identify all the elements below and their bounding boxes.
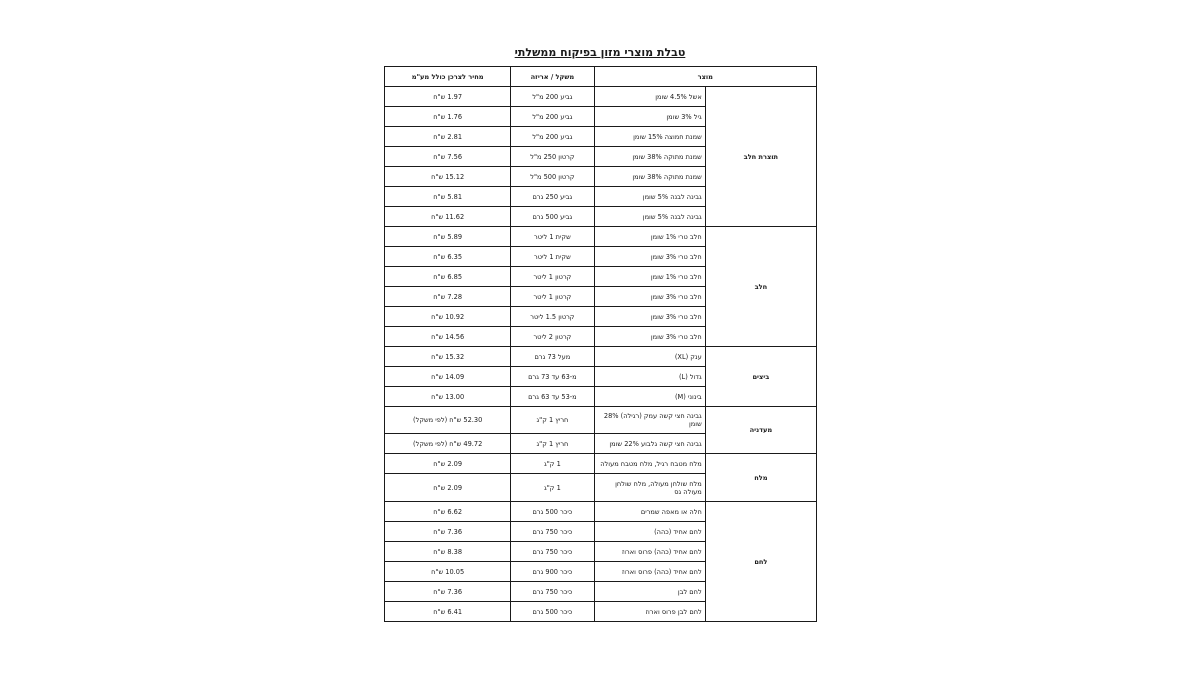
price-cell: 7.36 ש"ח <box>385 582 511 602</box>
header-packaging: משקל / אריזה <box>511 67 594 87</box>
packaging-cell: מ-63 עד 73 גרם <box>511 367 594 387</box>
packaging-cell: כיכר 750 גרם <box>511 542 594 562</box>
product-cell: לחם אחיד (כהה) <box>594 522 705 542</box>
product-cell: גבינה חצי קשה גלבוע 22% שומן <box>594 434 705 454</box>
packaging-cell: חריץ 1 ק"ג <box>511 407 594 434</box>
category-cell: תוצרת חלב <box>705 87 816 227</box>
price-cell: 10.05 ש"ח <box>385 562 511 582</box>
price-cell: 49.72 ש"ח (לפי משקל) <box>385 434 511 454</box>
price-cell: 6.85 ש"ח <box>385 267 511 287</box>
packaging-cell: כיכר 500 גרם <box>511 502 594 522</box>
product-cell: חלה או מאפה שמרים <box>594 502 705 522</box>
packaging-cell: שקית 1 ליטר <box>511 247 594 267</box>
product-cell: בינוני (M) <box>594 387 705 407</box>
price-cell: 14.09 ש"ח <box>385 367 511 387</box>
packaging-cell: גביע 200 מ"ל <box>511 127 594 147</box>
product-cell: חלב טרי 3% שומן <box>594 247 705 267</box>
product-cell: אשל 4.5% שומן <box>594 87 705 107</box>
product-cell: שמנת מתוקה 38% שומן <box>594 167 705 187</box>
packaging-cell: קרטון 2 ליטר <box>511 327 594 347</box>
product-cell: גדול (L) <box>594 367 705 387</box>
table-row <box>385 454 817 474</box>
packaging-cell: כיכר 750 גרם <box>511 522 594 542</box>
price-cell: 5.89 ש"ח <box>385 227 511 247</box>
price-cell: 7.56 ש"ח <box>385 147 511 167</box>
category-cell: לחם <box>705 502 816 622</box>
product-cell: חלב טרי 3% שומן <box>594 307 705 327</box>
packaging-cell: גביע 200 מ"ל <box>511 87 594 107</box>
table-row <box>385 87 817 107</box>
product-cell: חלב טרי 1% שומן <box>594 267 705 287</box>
product-cell: גבינה לבנה 5% שומן <box>594 187 705 207</box>
table-row <box>385 347 817 367</box>
price-cell: 52.30 ש"ח (לפי משקל) <box>385 407 511 434</box>
price-cell: 8.38 ש"ח <box>385 542 511 562</box>
packaging-cell: גביע 250 גרם <box>511 187 594 207</box>
product-cell: לחם אחיד (כהה) פרוס וארוז <box>594 542 705 562</box>
product-cell: חלב טרי 1% שומן <box>594 227 705 247</box>
price-cell: 11.62 ש"ח <box>385 207 511 227</box>
price-cell: 15.12 ש"ח <box>385 167 511 187</box>
price-cell: 15.32 ש"ח <box>385 347 511 367</box>
packaging-cell: שקית 1 ליטר <box>511 227 594 247</box>
packaging-cell: חריץ 1 ק"ג <box>511 434 594 454</box>
packaging-cell: כיכר 500 גרם <box>511 602 594 622</box>
packaging-cell: כיכר 900 גרם <box>511 562 594 582</box>
header-price: מחיר לצרכן כולל מע"מ <box>385 67 511 87</box>
price-cell: 7.36 ש"ח <box>385 522 511 542</box>
product-cell: שמנת חמוצה 15% שומן <box>594 127 705 147</box>
packaging-cell: 1 ק"ג <box>511 454 594 474</box>
price-cell: 6.62 ש"ח <box>385 502 511 522</box>
table-row <box>385 502 817 522</box>
price-cell: 7.28 ש"ח <box>385 287 511 307</box>
packaging-cell: מעל 73 גרם <box>511 347 594 367</box>
table-row <box>385 407 817 434</box>
category-cell: מלח <box>705 454 816 502</box>
category-cell: ביצים <box>705 347 816 407</box>
price-cell: 2.09 ש"ח <box>385 454 511 474</box>
header-product: מוצר <box>594 67 817 87</box>
product-cell: מלח מטבח רגיל, מלח מטבח מעולה <box>594 454 705 474</box>
category-cell: חלב <box>705 227 816 347</box>
product-cell: גיל 3% שומן <box>594 107 705 127</box>
price-cell: 2.09 ש"ח <box>385 474 511 502</box>
product-cell: גבינה לבנה 5% שומן <box>594 207 705 227</box>
product-cell: שמנת מתוקה 38% שומן <box>594 147 705 167</box>
price-cell: 13.00 ש"ח <box>385 387 511 407</box>
price-cell: 10.92 ש"ח <box>385 307 511 327</box>
category-cell: מעדניה <box>705 407 816 454</box>
price-cell: 2.81 ש"ח <box>385 127 511 147</box>
price-cell: 5.81 ש"ח <box>385 187 511 207</box>
price-cell: 1.76 ש"ח <box>385 107 511 127</box>
packaging-cell: גביע 500 גרם <box>511 207 594 227</box>
document-title: טבלת מוצרי מזון בפיקוח ממשלתי <box>514 46 686 59</box>
packaging-cell: קרטון 500 מ"ל <box>511 167 594 187</box>
price-cell: 6.41 ש"ח <box>385 602 511 622</box>
packaging-cell: קרטון 250 מ"ל <box>511 147 594 167</box>
packaging-cell: גביע 200 מ"ל <box>511 107 594 127</box>
price-cell: 6.35 ש"ח <box>385 247 511 267</box>
product-cell: חלב טרי 3% שומן <box>594 327 705 347</box>
table-row <box>385 227 817 247</box>
product-cell: לחם אחיד (כהה) פרוס וארוז <box>594 562 705 582</box>
packaging-cell: כיכר 750 גרם <box>511 582 594 602</box>
product-cell: חלב טרי 3% שומן <box>594 287 705 307</box>
product-cell: ענק (XL) <box>594 347 705 367</box>
packaging-cell: קרטון 1.5 ליטר <box>511 307 594 327</box>
packaging-cell: קרטון 1 ליטר <box>511 287 594 307</box>
product-cell: מלח שולחן מעולה, מלח שולחן מעולה גס <box>594 474 705 502</box>
price-table <box>384 66 817 622</box>
price-cell: 1.97 ש"ח <box>385 87 511 107</box>
packaging-cell: קרטון 1 ליטר <box>511 267 594 287</box>
packaging-cell: 1 ק"ג <box>511 474 594 502</box>
product-cell: גבינה חצי קשה עמק (רגילה) 28% שומן <box>594 407 705 434</box>
product-cell: לחם לבן <box>594 582 705 602</box>
price-cell: 14.56 ש"ח <box>385 327 511 347</box>
packaging-cell: מ-53 עד 63 גרם <box>511 387 594 407</box>
product-cell: לחם לבן פרוס וארוז <box>594 602 705 622</box>
